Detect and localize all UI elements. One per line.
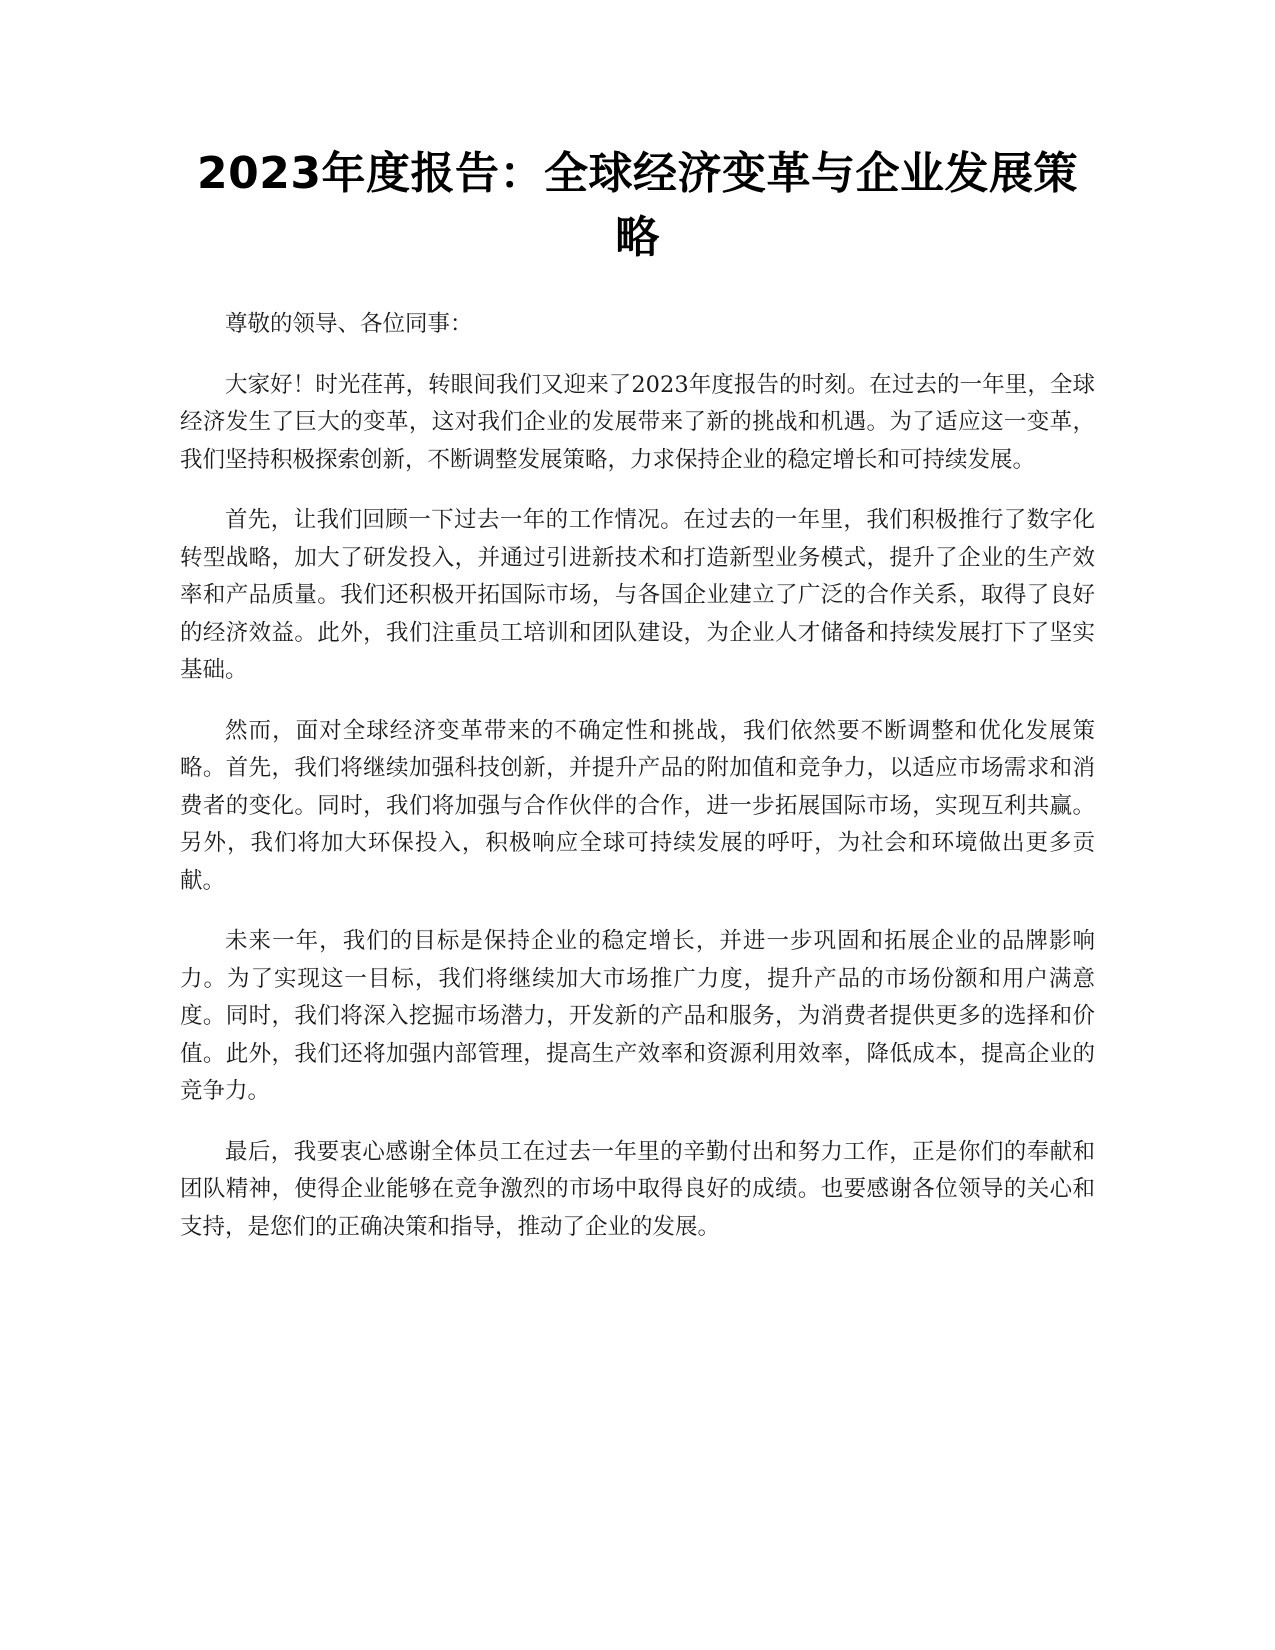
document-title: 2023年度报告：全球经济变革与企业发展策略 xyxy=(197,148,1078,263)
body-paragraph: 首先，让我们回顾一下过去一年的工作情况。在过去的一年里，我们积极推行了数字化转型战略，加大了研发投入，并通过引进新技术和打造新型业务模式，提升了企业的生产效率和产品质量。我们还积极开拓国际市场，与各国企业建立了广泛的合作关系，取得了良好的经济效益。此外，我们注重员工培训和团队建设，为企业人才储备和持续发展打下了坚实基础。 xyxy=(180,507,1095,683)
body-paragraph: 未来一年，我们的目标是保持企业的稳定增长，并进一步巩固和拓展企业的品牌影响力。为了实现这一目标，我们将继续加大市场推广力度，提升产品的市场份额和用户满意度。同时，我们将深入挖掘市场潜力，开发新的产品和服务，为消费者提供更多的选择和价值。此外，我们还将加强内部管理，提高生产效率和资源利用效率，降低成本，提高企业的竞争力。 xyxy=(180,928,1095,1104)
document-body xyxy=(180,306,1095,1269)
salutation-paragraph: 尊敬的领导、各位同事： xyxy=(225,311,473,337)
body-paragraph: 然而，面对全球经济变革带来的不确定性和挑战，我们依然要不断调整和优化发展策略。首先，我们将继续加强科技创新，并提升产品的附加值和竞争力，以适应市场需求和消费者的变化。同时，我们将加强与合作伙伴的合作，进一步拓展国际市场，实现互利共赢。另外，我们将加大环保投入，积极响应全球可持续发展的呼吁，为社会和环境做出更多贡献。 xyxy=(180,717,1095,894)
body-paragraph: 大家好！时光荏苒，转眼间我们又迎来了2023年度报告的时刻。在过去的一年里，全球经济发生了巨大的变革，这对我们企业的发展带来了新的挑战和机遇。为了适应这一变革，我们坚持积极探索创新，不断调整发展策略，力求保持企业的稳定增长和可持续发展。 xyxy=(180,371,1095,473)
closing-paragraph: 最后，我要衷心感谢全体员工在过去一年里的辛勤付出和努力工作，正是你们的奉献和团队精神，使得企业能够在竞争激烈的市场中取得良好的成绩。也要感谢各位领导的关心和支持，是您们的正确决策和指导，推动了企业的发展。 xyxy=(180,1138,1095,1240)
